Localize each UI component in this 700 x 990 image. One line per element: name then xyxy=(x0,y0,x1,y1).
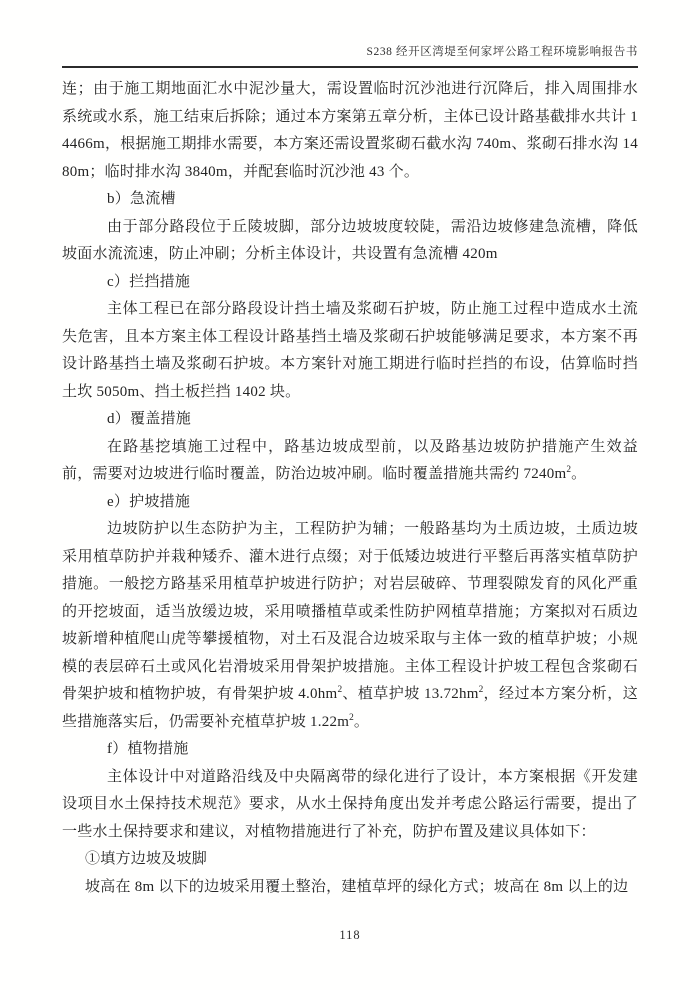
section-heading xyxy=(62,846,638,874)
text-segment: d）覆盖措施 xyxy=(107,411,192,427)
text-segment: ①填方边坡及坡脚 xyxy=(85,851,208,867)
text-segment: b）急流槽 xyxy=(107,191,176,207)
page-number: 118 xyxy=(339,928,361,942)
text-segment: 在路基挖填施工过程中，路基边坡成型前，以及路基边坡防护措施产生效益前，需要对边坡进行临时覆盖，防治边坡冲刷。临时覆盖措施共需约 7240m xyxy=(62,438,638,482)
paragraph xyxy=(62,434,638,489)
running-header-title: S238 经开区湾堤至何家坪公路工程环境影响报告书 xyxy=(366,46,638,58)
text-segment: 主体设计中对道路沿线及中央隔离带的绿化进行了设计，本方案根据《开发建设项目水土保持技术规范》要求，从水土保持角度出发并考虑公路运行需要，提出了一些水土保持要求和建议，对植物措施进行了补充，防护布置及建议具体如下： xyxy=(62,768,638,840)
section-heading xyxy=(62,736,638,764)
superscript-unit: 2 xyxy=(566,465,572,475)
superscript-unit: 2 xyxy=(478,685,484,695)
paragraph xyxy=(62,516,638,736)
superscript-unit: 2 xyxy=(349,712,354,723)
text-segment: 、植草护坡 13.72hm xyxy=(342,686,479,702)
text-segment: c）拦挡措施 xyxy=(107,273,191,290)
text-segment: e）护坡措施 xyxy=(107,493,191,510)
section-heading xyxy=(62,406,638,434)
page-header xyxy=(0,0,700,68)
text-segment: 连；由于施工期地面汇水中泥沙量大，需设置临时沉沙池进行沉降后，排入周围排水系统或水系，施工结束后拆除；通过本方案第五章分析，主体已设计路基截排水共计 14466m，根据施工期排水需要，本方案还需设置浆砌石截水沟 740m、浆砌石排水沟 1480m；临时排水沟 3840m，并配套临时沉沙池 43 个。 xyxy=(62,81,639,180)
text-segment: 主体工程已在部分路段设计挡土墙及浆砌石护坡，防止施工过程中造成水土流失危害，且本方案主体工程设计路基挡土墙及浆砌石护坡能够满足要求，本方案不再设计路基挡土墙及浆砌石护坡。本方案针对施工期进行临时拦挡的布设，估算临时挡土坎 5050m、挡土板拦挡 1402 块。 xyxy=(62,301,638,400)
section-heading xyxy=(62,489,638,517)
superscript-unit: 2 xyxy=(337,685,343,695)
text-segment: 。 xyxy=(353,713,370,730)
text-segment: f）植物措施 xyxy=(107,741,189,757)
paragraph xyxy=(62,214,638,269)
paragraph xyxy=(62,296,638,406)
text-segment: 边坡防护以生态防护为主，工程防护为辅；一般路基均为土质边坡，土质边坡采用植草防护并栽种矮乔、灌木进行点缀；对于低矮边坡进行平整后再落实植草防护措施。一般挖方路基采用植草护坡进行防护；对岩层破碎、节理裂隙发育的风化严重的开挖坡面，适当放缓边坡，采用喷播植草或柔性防护网植草措施；方案拟对石质边坡新增种植爬山虎等攀援植物，对土石及混合边坡采取与主体一致的植草护坡；小规模的表层碎石土或风化岩滑坡采用骨架护坡措施。主体工程设计护坡工程包含浆砌石骨架护坡和植物护坡，有骨架护坡 4.0hm xyxy=(62,521,638,702)
page-footer xyxy=(0,926,700,944)
text-segment: ，经过本方案分析，这些措施落实后，仍需要补充植草护坡 1.22m xyxy=(62,686,639,730)
text-segment: 坡高在 8m 以下的边坡采用覆土整治，建植草坪的绿化方式；坡高在 8m 以上的边 xyxy=(85,878,629,895)
section-heading xyxy=(62,186,638,214)
paragraph xyxy=(62,764,638,847)
paragraph xyxy=(62,76,638,186)
section-heading xyxy=(62,269,638,297)
paragraph xyxy=(62,874,638,902)
page-body xyxy=(62,68,638,901)
text-segment: 由于部分路段位于丘陵坡脚，部分边坡坡度较陡，需沿边坡修建急流槽，降低坡面水流流速，防止冲刷；分析主体设计，共设置有急流槽 420m xyxy=(62,218,638,262)
text-segment: 。 xyxy=(571,466,587,482)
